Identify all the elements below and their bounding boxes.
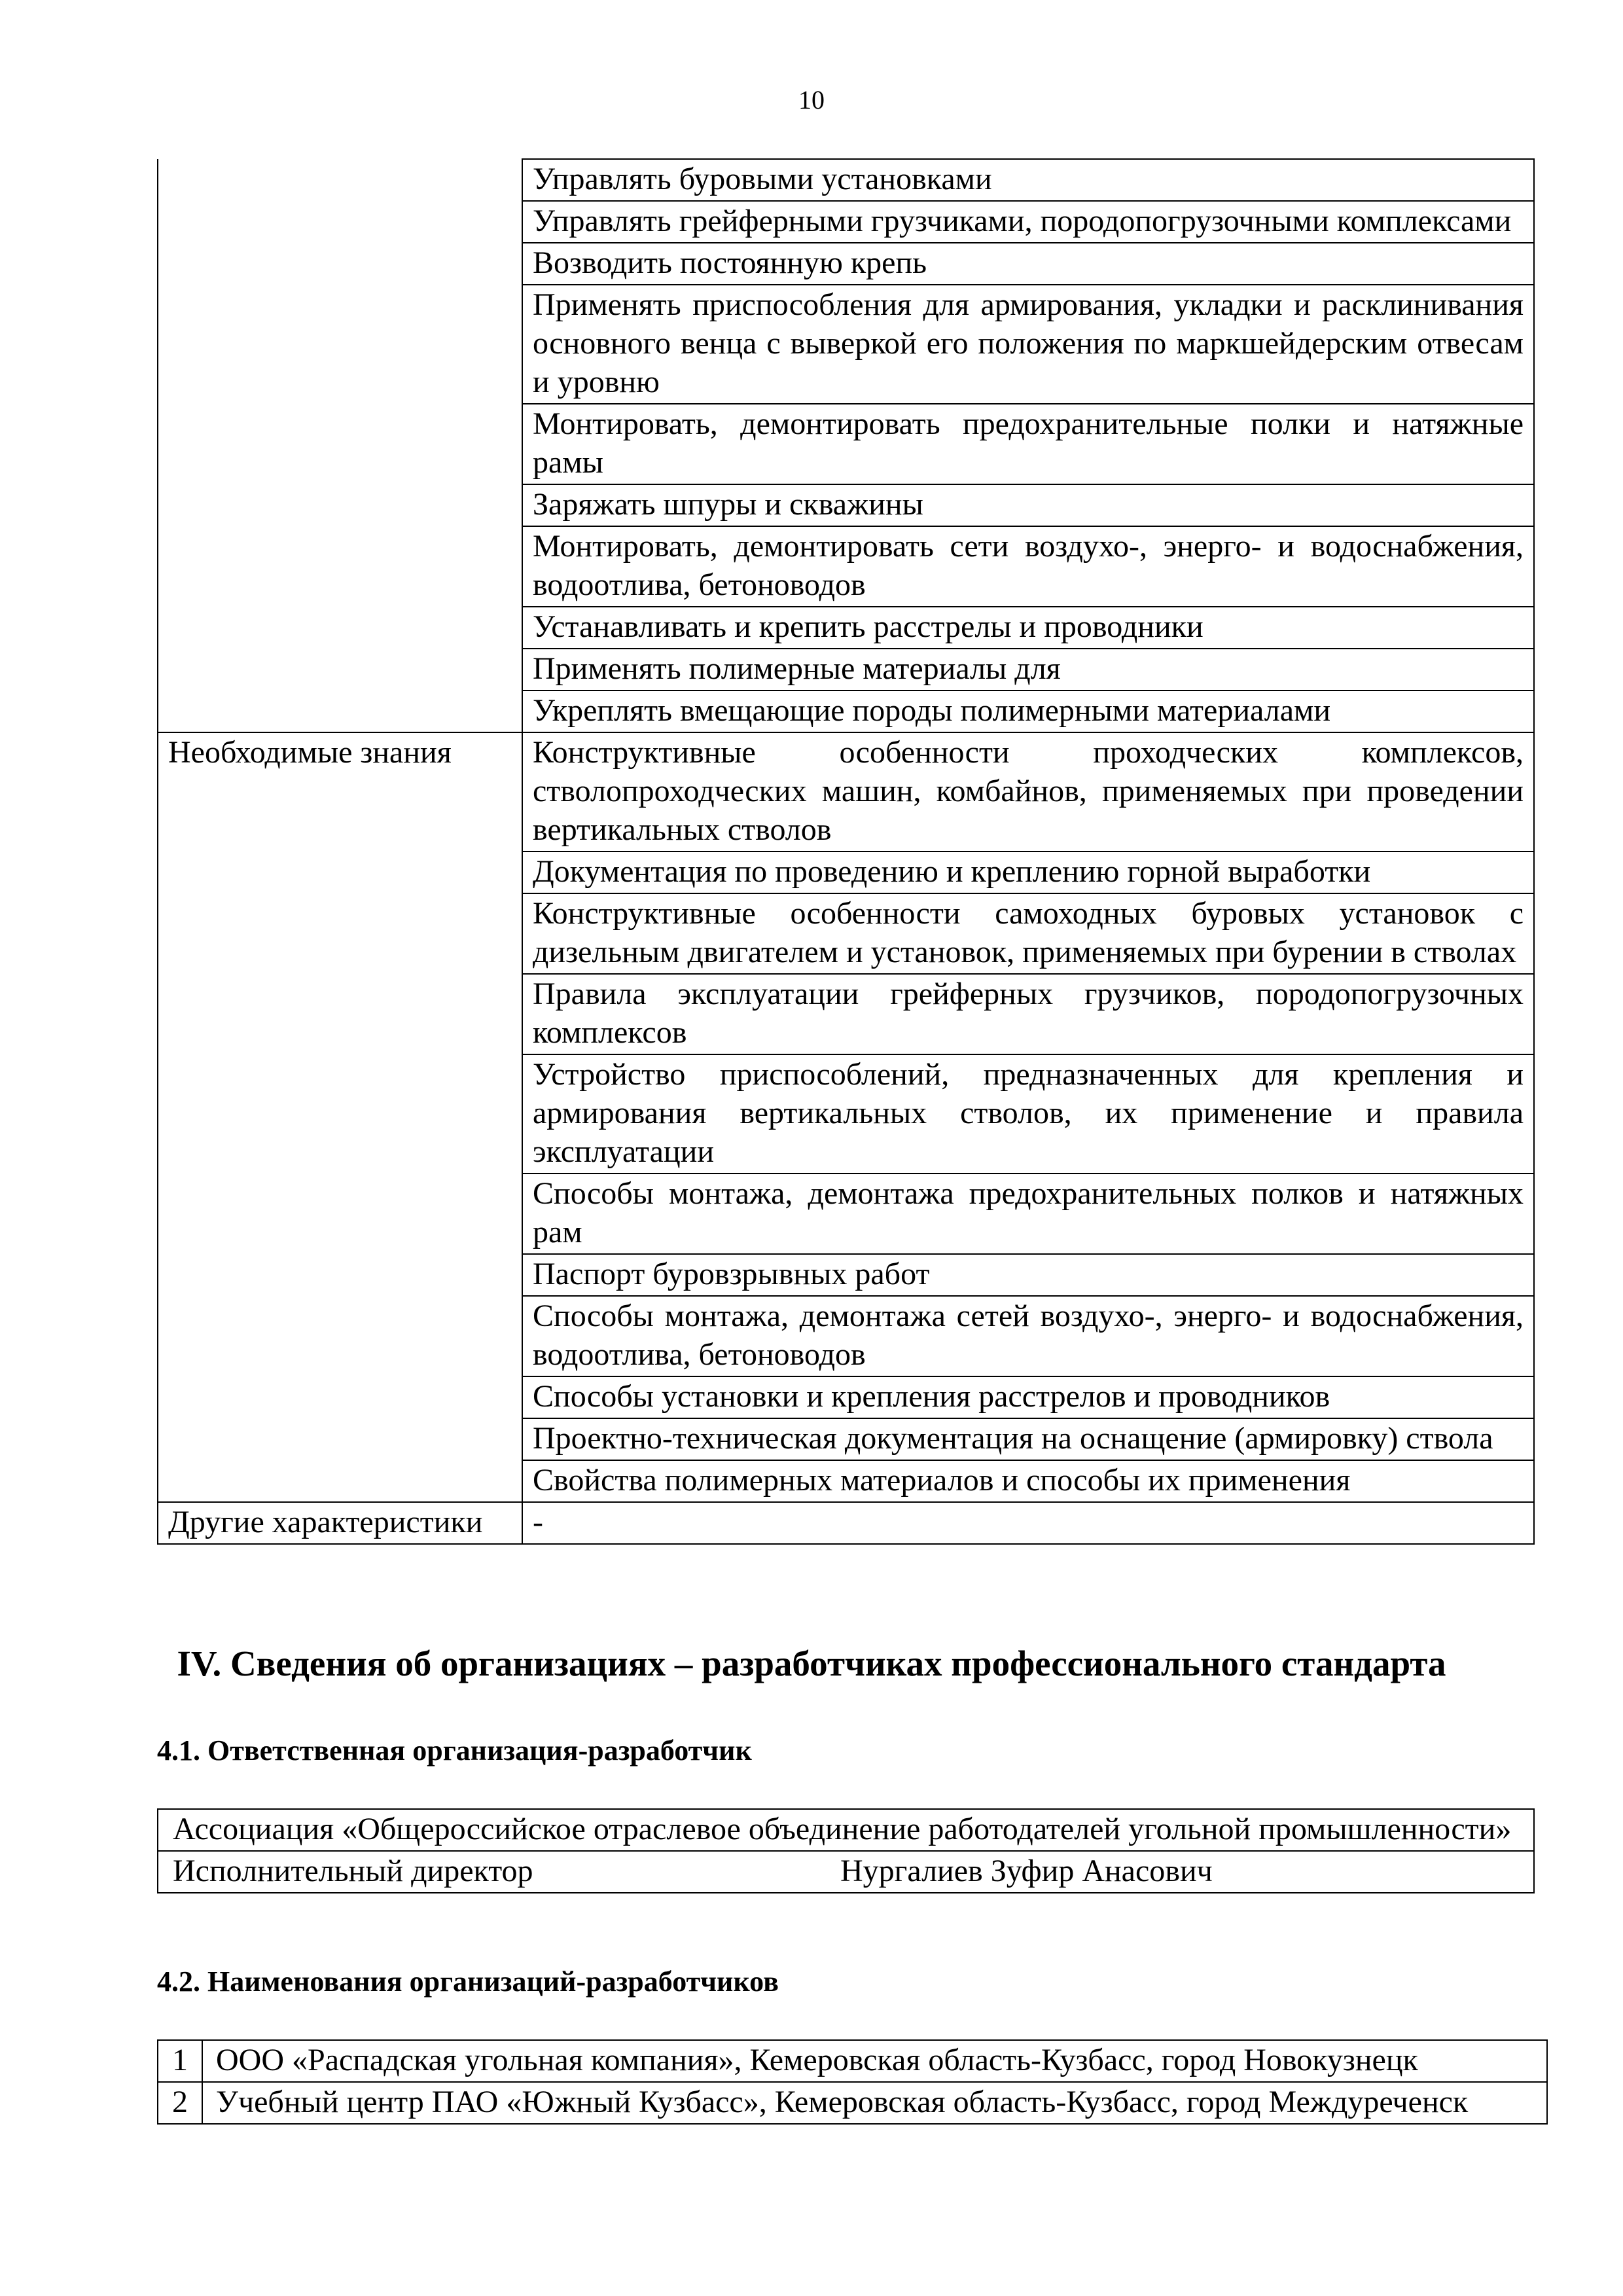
- table-row: [158, 2040, 1547, 2082]
- developer-orgs-table: [157, 2039, 1548, 2125]
- table-row: [158, 1809, 1534, 1851]
- table-row: [158, 732, 1534, 852]
- director-name: Нургалиев Зуфир Анасович: [840, 1854, 1213, 1888]
- responsible-org-name: Ассоциация «Общероссийское отраслевое объединение работодателей угольной промышленности»: [158, 1809, 1534, 1851]
- knowledge-item: Способы монтажа, демонтажа сетей воздухо-, энерго- и водоснабжения, водоотлива, бетоноводов: [522, 1296, 1534, 1376]
- skill-item: Возводить постоянную крепь: [522, 243, 1534, 285]
- skill-item: Укреплять вмещающие породы полимерными материалами: [522, 691, 1534, 732]
- developer-number: 1: [158, 2040, 202, 2082]
- other-characteristics-label: Другие характеристики: [158, 1502, 522, 1544]
- knowledge-item: Устройство приспособлений, предназначенных для крепления и армирования вертикальных стволов, их применение и правила эксплуатации: [522, 1054, 1534, 1174]
- skill-item: Применять полимерные материалы для: [522, 649, 1534, 691]
- subsection-title-responsible-org: 4.1. Ответственная организация-разработчик: [157, 1734, 752, 1767]
- labor-functions-table: [157, 158, 1535, 1545]
- knowledge-item: Способы установки и крепления расстрелов и проводников: [522, 1376, 1534, 1418]
- table-row: [158, 2082, 1547, 2124]
- knowledge-item: Способы монтажа, демонтажа предохранительных полков и натяжных рам: [522, 1174, 1534, 1254]
- skill-item: Монтировать, демонтировать предохранительные полки и натяжные рамы: [522, 404, 1534, 484]
- knowledge-item: Паспорт буровзрывных работ: [522, 1254, 1534, 1296]
- skill-item: Управлять грейферными грузчиками, породопогрузочными комплексами: [522, 201, 1534, 243]
- skill-item: Заряжать шпуры и скважины: [522, 484, 1534, 526]
- director-title: Исполнительный директор: [173, 1854, 533, 1888]
- subsection-title-developers: 4.2. Наименования организаций-разработчиков: [157, 1965, 779, 1998]
- skill-item: Устанавливать и крепить расстрелы и проводники: [522, 607, 1534, 649]
- developer-name: ООО «Распадская угольная компания», Кемеровская область-Кузбасс, город Новокузнецк: [202, 2040, 1547, 2082]
- knowledge-item: Конструктивные особенности проходческих комплексов, стволопроходческих машин, комбайнов, применяемых при проведении вертикальных стволов: [522, 732, 1534, 852]
- table-row: [158, 1851, 1534, 1893]
- knowledge-item: Правила эксплуатации грейферных грузчиков, породопогрузочных комплексов: [522, 974, 1534, 1054]
- skills-label-cell: [158, 159, 522, 732]
- knowledge-item: Проектно-техническая документация на оснащение (армировку) ствола: [522, 1418, 1534, 1460]
- page-number: 10: [798, 85, 825, 115]
- section-title: IV. Сведения об организациях – разработчиках профессионального стандарта: [177, 1643, 1446, 1683]
- developer-name: Учебный центр ПАО «Южный Кузбасс», Кемеровская область-Кузбасс, город Междуреченск: [202, 2082, 1547, 2124]
- developer-number: 2: [158, 2082, 202, 2124]
- table-row: [158, 159, 1534, 201]
- other-characteristics-value: -: [522, 1502, 1534, 1544]
- knowledge-item: Конструктивные особенности самоходных буровых установок с дизельным двигателем и установок, применяемых при бурении в стволах: [522, 893, 1534, 974]
- director-cell: [158, 1851, 1534, 1893]
- knowledge-item: Документация по проведению и креплению горной выработки: [522, 852, 1534, 893]
- skill-item: Управлять буровыми установками: [522, 159, 1534, 201]
- responsible-org-table: [157, 1808, 1535, 1893]
- knowledge-item: Свойства полимерных материалов и способы их применения: [522, 1460, 1534, 1502]
- skill-item: Монтировать, демонтировать сети воздухо-, энерго- и водоснабжения, водоотлива, бетоноводов: [522, 526, 1534, 607]
- skill-item: Применять приспособления для армирования, укладки и расклинивания основного венца с выверкой его положения по маркшейдерским отвесам и уровню: [522, 285, 1534, 404]
- knowledge-label: Необходимые знания: [158, 732, 522, 1502]
- table-row: [158, 1502, 1534, 1544]
